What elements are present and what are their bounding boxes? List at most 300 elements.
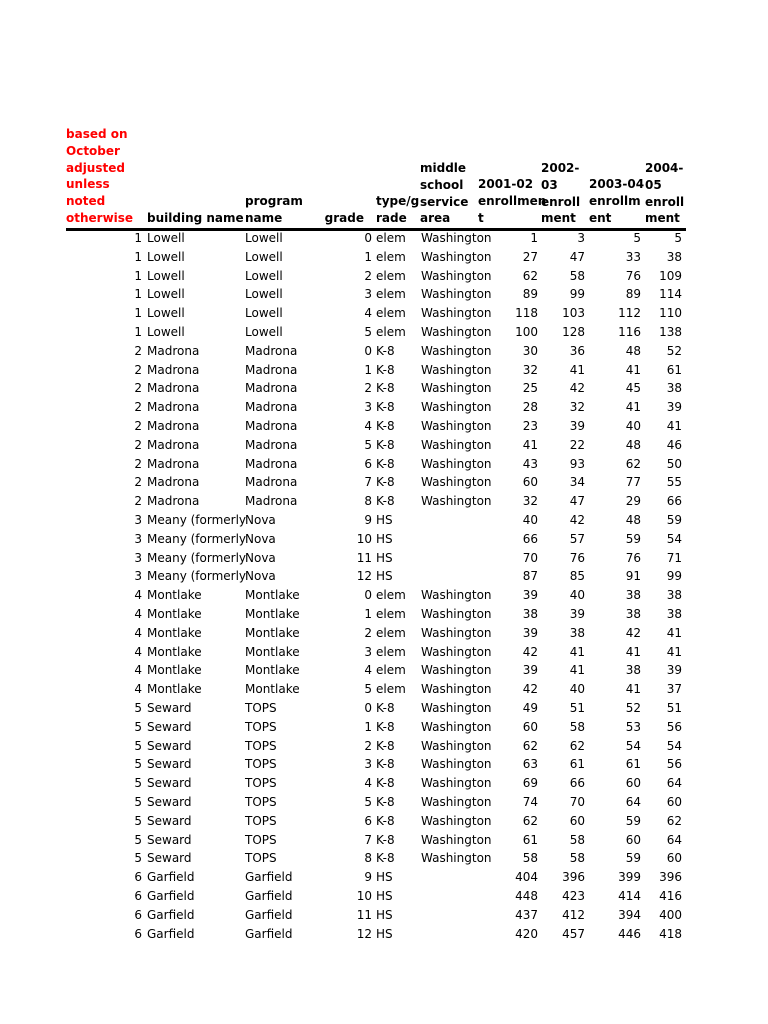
table-row [0, 868, 768, 887]
cell-service: Washington [421, 475, 492, 490]
cell-program: Madrona [245, 381, 298, 396]
table-row [0, 774, 768, 793]
cell-2004-05: 396 [659, 870, 682, 885]
cell-2001-02: 420 [515, 926, 538, 941]
cell-grade: 4 [364, 663, 372, 678]
cell-service: Washington [421, 719, 492, 734]
cell-group: 3 [134, 513, 142, 527]
cell-2001-02: 39 [522, 588, 538, 603]
cell-2004-05: 64 [666, 832, 682, 847]
cell-2004-05: 38 [666, 381, 682, 396]
cell-type: K-8 [376, 419, 395, 433]
table-row [0, 849, 768, 868]
cell-building: Lowell [147, 325, 185, 339]
cell-2001-02: 63 [522, 757, 538, 772]
cell-2002-03: 41 [569, 362, 585, 377]
cell-building: Seward [147, 832, 192, 847]
cell-building: Madrona [147, 362, 200, 377]
cell-group: 6 [134, 907, 142, 922]
cell-2003-04: 53 [625, 719, 641, 734]
table-row [0, 455, 768, 474]
cell-2003-04: 33 [625, 249, 641, 264]
cell-2001-02: 28 [522, 400, 538, 415]
cell-grade: 11 [356, 550, 372, 565]
cell-building: Montlake [147, 644, 202, 659]
cell-type: HS [376, 889, 393, 903]
cell-group: 1 [134, 249, 142, 264]
cell-2004-05: 138 [659, 325, 682, 339]
cell-program: Montlake [245, 588, 300, 603]
cell-2004-05: 51 [666, 701, 682, 715]
cell-group: 2 [134, 419, 142, 433]
cell-building: Garfield [147, 889, 195, 903]
cell-2001-02: 70 [522, 550, 538, 565]
cell-program: Madrona [245, 475, 298, 490]
cell-service: Washington [421, 757, 492, 772]
cell-type: HS [376, 531, 393, 546]
cell-group: 3 [134, 550, 142, 565]
cell-program: Montlake [245, 625, 300, 640]
cell-group: 5 [134, 851, 142, 866]
cell-program: Lowell [245, 231, 283, 245]
cell-2004-05: 39 [666, 400, 682, 415]
cell-2004-05: 59 [666, 513, 682, 527]
table-row [0, 304, 768, 323]
cell-2001-02: 40 [522, 513, 538, 527]
cell-2001-02: 58 [522, 851, 538, 866]
cell-program: TOPS [245, 776, 277, 791]
cell-2004-05: 46 [666, 437, 682, 452]
table-row [0, 718, 768, 737]
cell-program: Madrona [245, 343, 298, 358]
cell-program: Montlake [245, 682, 300, 697]
cell-grade: 3 [364, 644, 372, 659]
cell-program: Montlake [245, 607, 300, 621]
cell-service: Washington [421, 456, 492, 471]
cell-2002-03: 58 [569, 832, 585, 847]
cell-type: HS [376, 569, 393, 584]
cell-grade: 5 [364, 325, 372, 339]
header-2004-05: 2004- 05 enroll ment [645, 161, 685, 226]
cell-type: elem [376, 231, 406, 245]
cell-2001-02: 1 [530, 231, 538, 245]
cell-2002-03: 70 [569, 795, 585, 809]
cell-2002-03: 39 [569, 419, 585, 433]
cell-2001-02: 32 [522, 362, 538, 377]
cell-2001-02: 39 [522, 663, 538, 678]
cell-grade: 8 [364, 851, 372, 866]
cell-group: 5 [134, 738, 142, 753]
cell-group: 5 [134, 757, 142, 772]
cell-type: K-8 [376, 362, 395, 377]
cell-building: Montlake [147, 607, 202, 621]
cell-2002-03: 3 [577, 231, 585, 245]
cell-grade: 3 [364, 287, 372, 302]
cell-program: Lowell [245, 287, 283, 302]
cell-2001-02: 448 [515, 889, 538, 903]
cell-group: 1 [134, 306, 142, 321]
cell-2002-03: 40 [569, 588, 585, 603]
cell-2002-03: 38 [569, 625, 585, 640]
cell-2001-02: 42 [522, 682, 538, 697]
cell-program: TOPS [245, 813, 277, 828]
cell-2001-02: 437 [515, 907, 538, 922]
cell-type: elem [376, 287, 406, 302]
cell-2002-03: 47 [569, 494, 585, 509]
cell-2003-04: 41 [625, 644, 641, 659]
cell-2001-02: 60 [522, 475, 538, 490]
table-row [0, 248, 768, 267]
cell-building: Garfield [147, 907, 195, 922]
cell-2003-04: 399 [618, 870, 641, 885]
cell-2003-04: 59 [625, 851, 641, 866]
cell-2001-02: 49 [522, 701, 538, 715]
cell-2004-05: 61 [666, 362, 682, 377]
cell-program: Montlake [245, 663, 300, 678]
cell-2002-03: 41 [569, 644, 585, 659]
cell-program: Garfield [245, 889, 293, 903]
cell-2003-04: 41 [625, 682, 641, 697]
cell-group: 1 [134, 287, 142, 302]
cell-service: Washington [421, 832, 492, 847]
cell-grade: 2 [364, 268, 372, 283]
cell-type: elem [376, 588, 406, 603]
cell-service: Washington [421, 795, 492, 809]
cell-service: Washington [421, 306, 492, 321]
cell-2002-03: 62 [569, 738, 585, 753]
table-row [0, 887, 768, 906]
table-row [0, 680, 768, 699]
cell-type: HS [376, 550, 393, 565]
cell-service: Washington [421, 249, 492, 264]
cell-grade: 1 [364, 719, 372, 734]
cell-building: Meany (formerly [147, 513, 247, 527]
cell-type: K-8 [376, 701, 395, 715]
header-grade: grade [324, 211, 364, 225]
cell-program: Lowell [245, 268, 283, 283]
cell-2004-05: 38 [666, 607, 682, 621]
cell-grade: 5 [364, 437, 372, 452]
cell-group: 5 [134, 795, 142, 809]
cell-grade: 10 [356, 889, 372, 903]
cell-building: Garfield [147, 870, 195, 885]
cell-building: Madrona [147, 475, 200, 490]
cell-program: Lowell [245, 249, 283, 264]
cell-service: Washington [421, 851, 492, 866]
cell-2004-05: 114 [659, 287, 682, 302]
cell-group: 2 [134, 437, 142, 452]
cell-2004-05: 99 [666, 569, 682, 584]
cell-building: Madrona [147, 494, 200, 509]
cell-2004-05: 71 [666, 550, 682, 565]
cell-service: Washington [421, 268, 492, 283]
cell-2004-05: 37 [666, 682, 682, 697]
cell-building: Madrona [147, 381, 200, 396]
cell-type: K-8 [376, 381, 395, 396]
cell-2002-03: 47 [569, 249, 585, 264]
cell-building: Madrona [147, 419, 200, 433]
cell-2002-03: 99 [569, 287, 585, 302]
cell-program: Garfield [245, 870, 293, 885]
table-row [0, 812, 768, 831]
cell-service: Washington [421, 663, 492, 678]
cell-2003-04: 40 [625, 419, 641, 433]
cell-type: K-8 [376, 757, 395, 772]
cell-2003-04: 41 [625, 400, 641, 415]
cell-type: K-8 [376, 400, 395, 415]
cell-grade: 3 [364, 400, 372, 415]
table-row [0, 473, 768, 492]
table-row [0, 267, 768, 286]
table-row [0, 699, 768, 718]
cell-service: Washington [421, 682, 492, 697]
cell-grade: 2 [364, 738, 372, 753]
cell-2001-02: 38 [522, 607, 538, 621]
cell-group: 5 [134, 832, 142, 847]
cell-type: K-8 [376, 795, 395, 809]
cell-grade: 9 [364, 870, 372, 885]
cell-service: Washington [421, 813, 492, 828]
cell-2002-03: 42 [569, 381, 585, 396]
cell-program: Garfield [245, 926, 293, 941]
cell-2004-05: 38 [666, 249, 682, 264]
cell-2003-04: 60 [625, 832, 641, 847]
cell-2003-04: 61 [625, 757, 641, 772]
cell-group: 5 [134, 813, 142, 828]
cell-group: 1 [134, 325, 142, 339]
cell-type: elem [376, 663, 406, 678]
cell-grade: 0 [364, 588, 372, 603]
cell-group: 2 [134, 400, 142, 415]
cell-2003-04: 41 [625, 362, 641, 377]
cell-group: 5 [134, 776, 142, 791]
cell-2002-03: 412 [562, 907, 585, 922]
cell-2003-04: 38 [625, 663, 641, 678]
cell-2002-03: 457 [562, 926, 585, 941]
cell-2004-05: 400 [659, 907, 682, 922]
cell-2004-05: 50 [666, 456, 682, 471]
cell-2001-02: 404 [515, 870, 538, 885]
table-row [0, 906, 768, 925]
cell-2001-02: 62 [522, 813, 538, 828]
cell-type: elem [376, 306, 406, 321]
cell-service: Washington [421, 231, 492, 245]
cell-2001-02: 74 [522, 795, 538, 809]
cell-grade: 12 [356, 569, 372, 584]
cell-building: Seward [147, 719, 192, 734]
cell-grade: 9 [364, 513, 372, 527]
cell-building: Meany (formerly [147, 550, 247, 565]
cell-type: elem [376, 268, 406, 283]
cell-program: Lowell [245, 306, 283, 321]
cell-2003-04: 76 [625, 268, 641, 283]
cell-grade: 2 [364, 625, 372, 640]
cell-program: Garfield [245, 907, 293, 922]
cell-2002-03: 60 [569, 813, 585, 828]
cell-2003-04: 54 [625, 738, 641, 753]
cell-2004-05: 39 [666, 663, 682, 678]
cell-2003-04: 77 [625, 475, 641, 490]
red-note: based on October adjusted unless noted otherwise [66, 127, 134, 225]
table-row [0, 755, 768, 774]
table-row [0, 229, 768, 248]
cell-service: Washington [421, 776, 492, 791]
cell-service: Washington [421, 419, 492, 433]
cell-2002-03: 32 [569, 400, 585, 415]
cell-2001-02: 42 [522, 644, 538, 659]
cell-group: 2 [134, 475, 142, 490]
cell-2003-04: 48 [625, 437, 641, 452]
cell-type: HS [376, 907, 393, 922]
cell-building: Seward [147, 701, 192, 715]
cell-service: Washington [421, 437, 492, 452]
cell-2003-04: 414 [618, 889, 641, 903]
cell-2001-02: 118 [515, 306, 538, 321]
cell-2001-02: 23 [522, 419, 538, 433]
cell-program: TOPS [245, 701, 277, 715]
cell-type: elem [376, 644, 406, 659]
cell-program: Nova [245, 513, 276, 527]
cell-2003-04: 48 [625, 343, 641, 358]
cell-2002-03: 128 [562, 325, 585, 339]
cell-grade: 8 [364, 494, 372, 509]
cell-2003-04: 64 [625, 795, 641, 809]
cell-2001-02: 39 [522, 625, 538, 640]
cell-grade: 7 [364, 832, 372, 847]
table-row [0, 492, 768, 511]
cell-2004-05: 64 [666, 776, 682, 791]
cell-grade: 4 [364, 419, 372, 433]
cell-building: Seward [147, 813, 192, 828]
cell-2004-05: 41 [666, 419, 682, 433]
cell-2001-02: 89 [522, 287, 538, 302]
cell-2004-05: 56 [666, 719, 682, 734]
cell-building: Lowell [147, 231, 185, 245]
header-2001-02: 2001-02 enrollmen t [478, 177, 547, 225]
cell-2002-03: 423 [562, 889, 585, 903]
cell-type: K-8 [376, 719, 395, 734]
table-row [0, 737, 768, 756]
table-row [0, 831, 768, 850]
cell-2004-05: 52 [666, 343, 682, 358]
cell-service: Washington [421, 343, 492, 358]
table-row [0, 549, 768, 568]
cell-2004-05: 62 [666, 813, 682, 828]
cell-program: Montlake [245, 644, 300, 659]
cell-grade: 10 [356, 531, 372, 546]
cell-2002-03: 396 [562, 870, 585, 885]
cell-program: TOPS [245, 832, 277, 847]
table-row [0, 661, 768, 680]
cell-service: Washington [421, 400, 492, 415]
cell-group: 6 [134, 870, 142, 885]
cell-building: Montlake [147, 625, 202, 640]
cell-program: Lowell [245, 325, 283, 339]
cell-grade: 0 [364, 701, 372, 715]
cell-type: K-8 [376, 813, 395, 828]
cell-2002-03: 85 [569, 569, 585, 584]
cell-service: Washington [421, 625, 492, 640]
cell-2001-02: 100 [515, 325, 538, 339]
cell-type: elem [376, 682, 406, 697]
table-row [0, 436, 768, 455]
cell-group: 6 [134, 889, 142, 903]
cell-type: HS [376, 870, 393, 885]
cell-program: Madrona [245, 362, 298, 377]
cell-grade: 4 [364, 306, 372, 321]
cell-building: Montlake [147, 682, 202, 697]
cell-2004-05: 55 [666, 475, 682, 490]
cell-2002-03: 41 [569, 663, 585, 678]
cell-2003-04: 29 [625, 494, 641, 509]
cell-service: Washington [421, 588, 492, 603]
cell-service: Washington [421, 381, 492, 396]
cell-program: TOPS [245, 795, 277, 809]
cell-2004-05: 56 [666, 757, 682, 772]
cell-2003-04: 38 [625, 607, 641, 621]
cell-program: Madrona [245, 456, 298, 471]
cell-building: Lowell [147, 306, 185, 321]
cell-building: Meany (formerly [147, 569, 247, 584]
cell-building: Madrona [147, 456, 200, 471]
cell-2002-03: 61 [569, 757, 585, 772]
cell-type: K-8 [376, 494, 395, 509]
cell-2001-02: 27 [522, 249, 538, 264]
cell-building: Garfield [147, 926, 195, 941]
cell-2001-02: 61 [522, 832, 538, 847]
cell-grade: 1 [364, 249, 372, 264]
cell-building: Lowell [147, 268, 185, 283]
cell-type: K-8 [376, 475, 395, 490]
cell-building: Seward [147, 851, 192, 866]
cell-service: Washington [421, 644, 492, 659]
cell-2004-05: 60 [666, 851, 682, 866]
cell-2003-04: 59 [625, 531, 641, 546]
cell-2004-05: 110 [659, 306, 682, 321]
cell-grade: 3 [364, 757, 372, 772]
cell-type: K-8 [376, 343, 395, 358]
cell-type: K-8 [376, 738, 395, 753]
cell-group: 5 [134, 701, 142, 715]
cell-service: Washington [421, 362, 492, 377]
table-row [0, 417, 768, 436]
table-row [0, 605, 768, 624]
cell-2003-04: 116 [618, 325, 641, 339]
cell-service: Washington [421, 607, 492, 621]
cell-grade: 11 [356, 907, 372, 922]
cell-2003-04: 446 [618, 926, 641, 941]
cell-type: elem [376, 625, 406, 640]
cell-2002-03: 66 [569, 776, 585, 791]
cell-2004-05: 5 [674, 231, 682, 245]
cell-2003-04: 59 [625, 813, 641, 828]
cell-service: Washington [421, 287, 492, 302]
cell-program: Nova [245, 531, 276, 546]
table-row [0, 925, 768, 944]
cell-group: 4 [134, 588, 142, 603]
cell-building: Lowell [147, 287, 185, 302]
cell-group: 2 [134, 494, 142, 509]
cell-grade: 1 [364, 362, 372, 377]
cell-grade: 2 [364, 381, 372, 396]
cell-2002-03: 76 [569, 550, 585, 565]
header-building-name: building name [147, 211, 244, 225]
cell-type: elem [376, 325, 406, 339]
header-service-area: middle school service area [420, 161, 469, 226]
cell-building: Seward [147, 776, 192, 791]
cell-program: TOPS [245, 851, 277, 866]
cell-2002-03: 36 [569, 343, 585, 358]
